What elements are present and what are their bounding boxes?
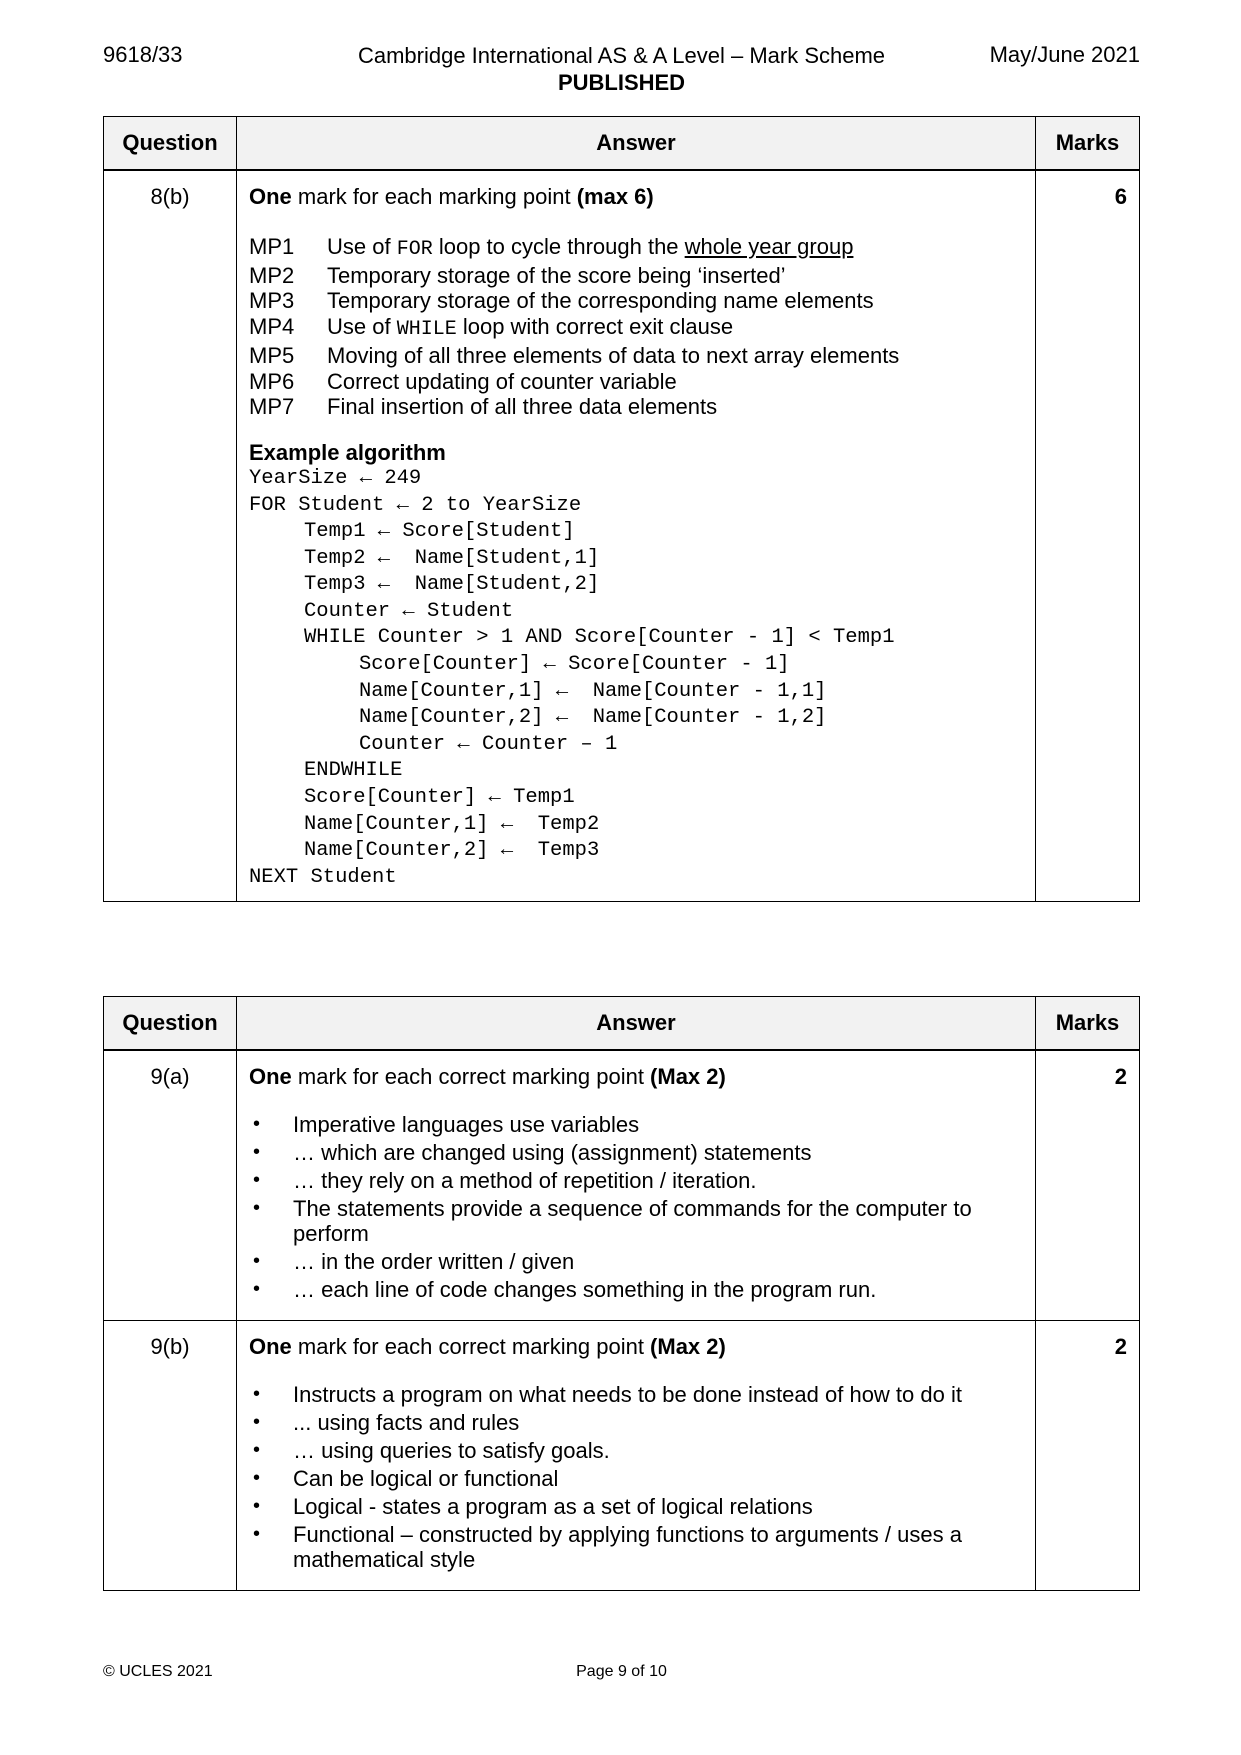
answer-column-header: Answer	[237, 117, 1036, 171]
marks-column-header: Marks	[1036, 997, 1140, 1051]
marking-point: MP1 Use of FOR loop to cycle through the whole year group	[249, 234, 854, 261]
example-algorithm-title: Example algorithm	[249, 439, 446, 465]
code-line: NEXT Student	[249, 865, 397, 889]
table-row	[104, 1050, 1140, 1320]
marking-intro: One mark for each correct marking point (Max 2)	[249, 1333, 726, 1359]
code-line: Score[Counter] ← Score[Counter - 1]	[359, 653, 790, 677]
code-line: Temp2 ← Name[Student,1]	[304, 546, 600, 570]
list-item: • … using queries to satisfy goals.	[249, 1438, 1023, 1463]
question-number: 9(b)	[104, 1320, 237, 1590]
mark-scheme-table-9	[103, 996, 1140, 1591]
document-title: Cambridge International AS & A Level – Mark Scheme	[357, 43, 886, 68]
code-line: Score[Counter] ← Temp1	[304, 786, 575, 810]
answer-cell	[237, 1050, 1036, 1320]
code-line: ENDWHILE	[304, 759, 403, 783]
list-item: • Imperative languages use variables	[249, 1112, 1023, 1137]
list-item: • ... using facts and rules	[249, 1410, 1023, 1435]
answer-column-header: Answer	[237, 997, 1036, 1051]
marks-value: 2	[1036, 1050, 1140, 1320]
marks-column-header: Marks	[1036, 117, 1140, 171]
list-item: • … each line of code changes something in the program run.	[249, 1277, 1023, 1302]
list-item: • … in the order written / given	[249, 1249, 1023, 1274]
list-item: • Can be logical or functional	[249, 1466, 1023, 1491]
list-item: • … which are changed using (assignment) statements	[249, 1140, 1023, 1165]
table-row	[104, 1320, 1140, 1590]
list-item: • Logical - states a program as a set of logical relations	[249, 1494, 1023, 1519]
code-line: Counter ← Counter – 1	[359, 732, 618, 756]
answer-cell	[237, 1320, 1036, 1590]
list-item: • Instructs a program on what needs to be done instead of how to do it	[249, 1382, 1023, 1407]
table-header-row	[104, 117, 1140, 171]
exam-session: May/June 2021	[989, 42, 1140, 67]
marking-point: MP7 Final insertion of all three data elements	[249, 394, 718, 420]
marking-intro: One mark for each marking point (max 6)	[249, 184, 654, 209]
page-number: Page 9 of 10	[576, 1663, 667, 1680]
marking-point: MP2 Temporary storage of the score being ‘inserted’	[249, 262, 786, 288]
table-header-row	[104, 997, 1140, 1051]
copyright: © UCLES 2021	[103, 1663, 213, 1680]
code-line: Counter ← Student	[304, 599, 514, 623]
code-line: FOR Student ← 2 to YearSize	[249, 493, 582, 517]
marking-points	[249, 234, 1023, 420]
marking-point: MP3 Temporary storage of the corresponding name elements	[249, 288, 874, 314]
marking-intro: One mark for each correct marking point (Max 2)	[249, 1064, 726, 1089]
question-number: 8(b)	[104, 170, 237, 902]
question-number: 9(a)	[104, 1050, 237, 1320]
code-line: Name[Counter,2] ← Name[Counter - 1,2]	[359, 706, 827, 730]
code-line: Name[Counter,1] ← Temp2	[304, 812, 600, 836]
list-item: • Functional – constructed by applying functions to arguments / uses a mathematical style	[249, 1522, 1023, 1572]
syllabus-code: 9618/33	[103, 42, 183, 67]
code-line: Temp1 ← Score[Student]	[304, 520, 575, 544]
bullet-list	[249, 1382, 1023, 1572]
marking-point: MP6 Correct updating of counter variable	[249, 368, 677, 394]
code-line: Temp3 ← Name[Student,2]	[304, 573, 600, 597]
answer-cell	[237, 170, 1036, 902]
code-line: Name[Counter,2] ← Temp3	[304, 839, 600, 863]
mark-scheme-table-8b	[103, 116, 1140, 902]
marking-point: MP4 Use of WHILE loop with correct exit clause	[249, 314, 734, 342]
list-item: • … they rely on a method of repetition / iteration.	[249, 1168, 1023, 1193]
marks-value: 6	[1036, 170, 1140, 902]
question-column-header: Question	[104, 997, 237, 1051]
header-title-block	[103, 42, 1140, 96]
marking-point: MP5 Moving of all three elements of data to next array elements	[249, 342, 900, 368]
table-row	[104, 170, 1140, 902]
code-line: WHILE Counter > 1 AND Score[Counter - 1] < Temp1	[304, 626, 895, 650]
bullet-list	[249, 1112, 1023, 1302]
code-line: YearSize ← 249	[249, 466, 422, 490]
code-line: Name[Counter,1] ← Name[Counter - 1,1]	[359, 679, 827, 703]
marks-value: 2	[1036, 1320, 1140, 1590]
pseudocode-block	[249, 466, 1023, 892]
list-item: • The statements provide a sequence of commands for the computer to perform	[249, 1196, 1023, 1246]
question-column-header: Question	[104, 117, 237, 171]
published-label: PUBLISHED	[557, 70, 686, 95]
